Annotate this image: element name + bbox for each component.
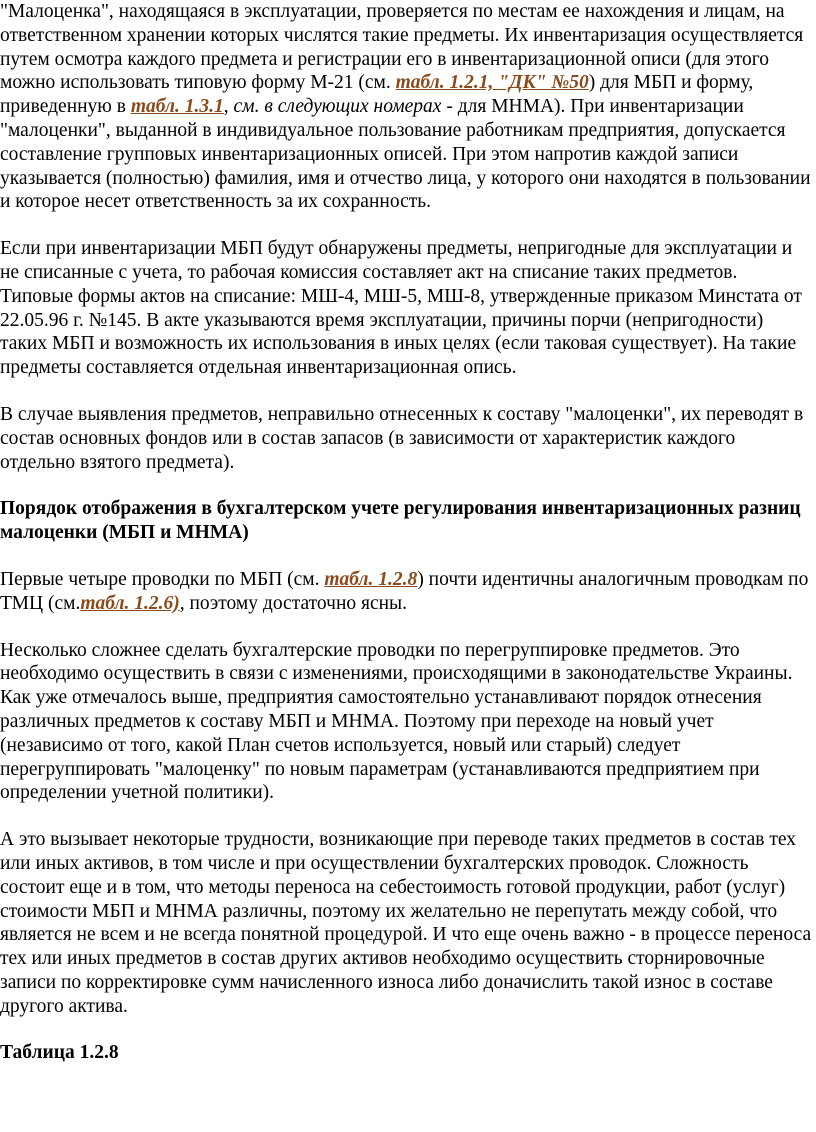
paragraph-text: - для МНМА). При инвентаризации "малоценки", выданной в индивидуальное пользование работникам предприятия, допускается составление групповых инвентаризационных описей. При этом напротив каждой записи указывается (полностью) фамилия, имя и отчество лица, у которого они находятся в пользовании и которое несет ответственность за их сохранность. [0, 96, 811, 213]
table-caption: Таблица 1.2.8 [0, 1042, 119, 1064]
paragraph-difficulties: А это вызывает некоторые трудности, возникающие при переводе таких предметов в состав тех или иных активов, в том числе и при осуществлении бухгалтерских проводок. Сложность состоит еще и в том, что методы переноса на себестоимость готовой продукции, работ (услуг) стоимости МБП и МНМА различны, поэтому их желательно не перепутать между собой, что является не всем и не всегда понятной процедурой. И что еще очень важно - в процессе переноса тех или иных предметов в состав других активов необходимо осуществить сторнировочные записи по корректировке сумм начисленного износа либо доначислить такой износ в составе другого актива. [0, 829, 812, 1017]
paragraph-reclassification: В случае выявления предметов, неправильно отнесенных к составу "малоценки", их переводят в состав основных фондов или в состав запасов (в зависимости от характеристик каждого отдельно взятого предмета). [0, 403, 804, 473]
link-table-1-2-1[interactable]: табл. 1.2.1, "ДК" №50 [395, 72, 589, 94]
paragraph-text: , поэтому достаточно ясны. [179, 592, 408, 614]
section-heading: Порядок отображения в бухгалтерском учете регулирования инвентаризационных разниц малоценки (МБП и МНМА) [0, 498, 801, 544]
paragraph-inventory-in-use [0, 0, 814, 214]
paragraph-write-off: Если при инвентаризации МБП будут обнаружены предметы, непригодные для эксплуатации и не списанные с учета, то рабочая комиссия составляет акт на списание таких предметов. Типовые формы актов на списание: МШ-4, МШ-5, МШ-8, утвержденные приказом Минстата от 22.05.96 г. №145. В акте указываются время эксплуатации, причины порчи (непригодности) таких МБП и возможность их использования в иных целях (если таковая существует). На такие предметы составляется отдельная инвентаризационная опись. [0, 238, 802, 379]
link-table-1-2-8[interactable]: табл. 1.2.8 [324, 568, 418, 590]
paragraph-regrouping: Несколько сложнее сделать бухгалтерские проводки по перегруппировке предметов. Это необходимо осуществить в связи с изменениями, происходящими в законодательстве Украины. Как уже отмечалось выше, предприятия самостоятельно устанавливают порядок отнесения различных предметов к составу МБП и МНМА. Поэтому при переходе на новый учет (независимо от того, какой План счетов используется, новый или старый) следует перегруппировать "малоценку" по новым параметрам (устанавливаются предприятием при определении учетной политики). [0, 639, 793, 804]
italic-note: см. в следующих номерах [233, 96, 442, 118]
paragraph-text: Первые четыре проводки по МБП (см. [0, 568, 325, 590]
paragraph-text: ) почти идентичны аналогичным проводкам по ТМЦ (см. [0, 568, 809, 614]
paragraph-first-entries [0, 568, 814, 616]
link-table-1-2-6[interactable]: табл. 1.2.6) [80, 592, 180, 614]
link-table-1-3-1[interactable]: табл. 1.3.1 [130, 96, 224, 118]
paragraph-text: ) для МБП и форму, приведенную в [0, 72, 754, 118]
paragraph-text: "Малоценка", находящаяся в эксплуатации, проверяется по местам ее нахождения и лицам, на ответственном хранении которых числятся такие предметы. Их инвентаризация осуществляется путем осмотра каждого предмета и регистрации его в инвентаризационной описи (для этого можно использовать типовую форму М-21 (см. [0, 1, 804, 94]
paragraph-text: , [223, 96, 234, 118]
